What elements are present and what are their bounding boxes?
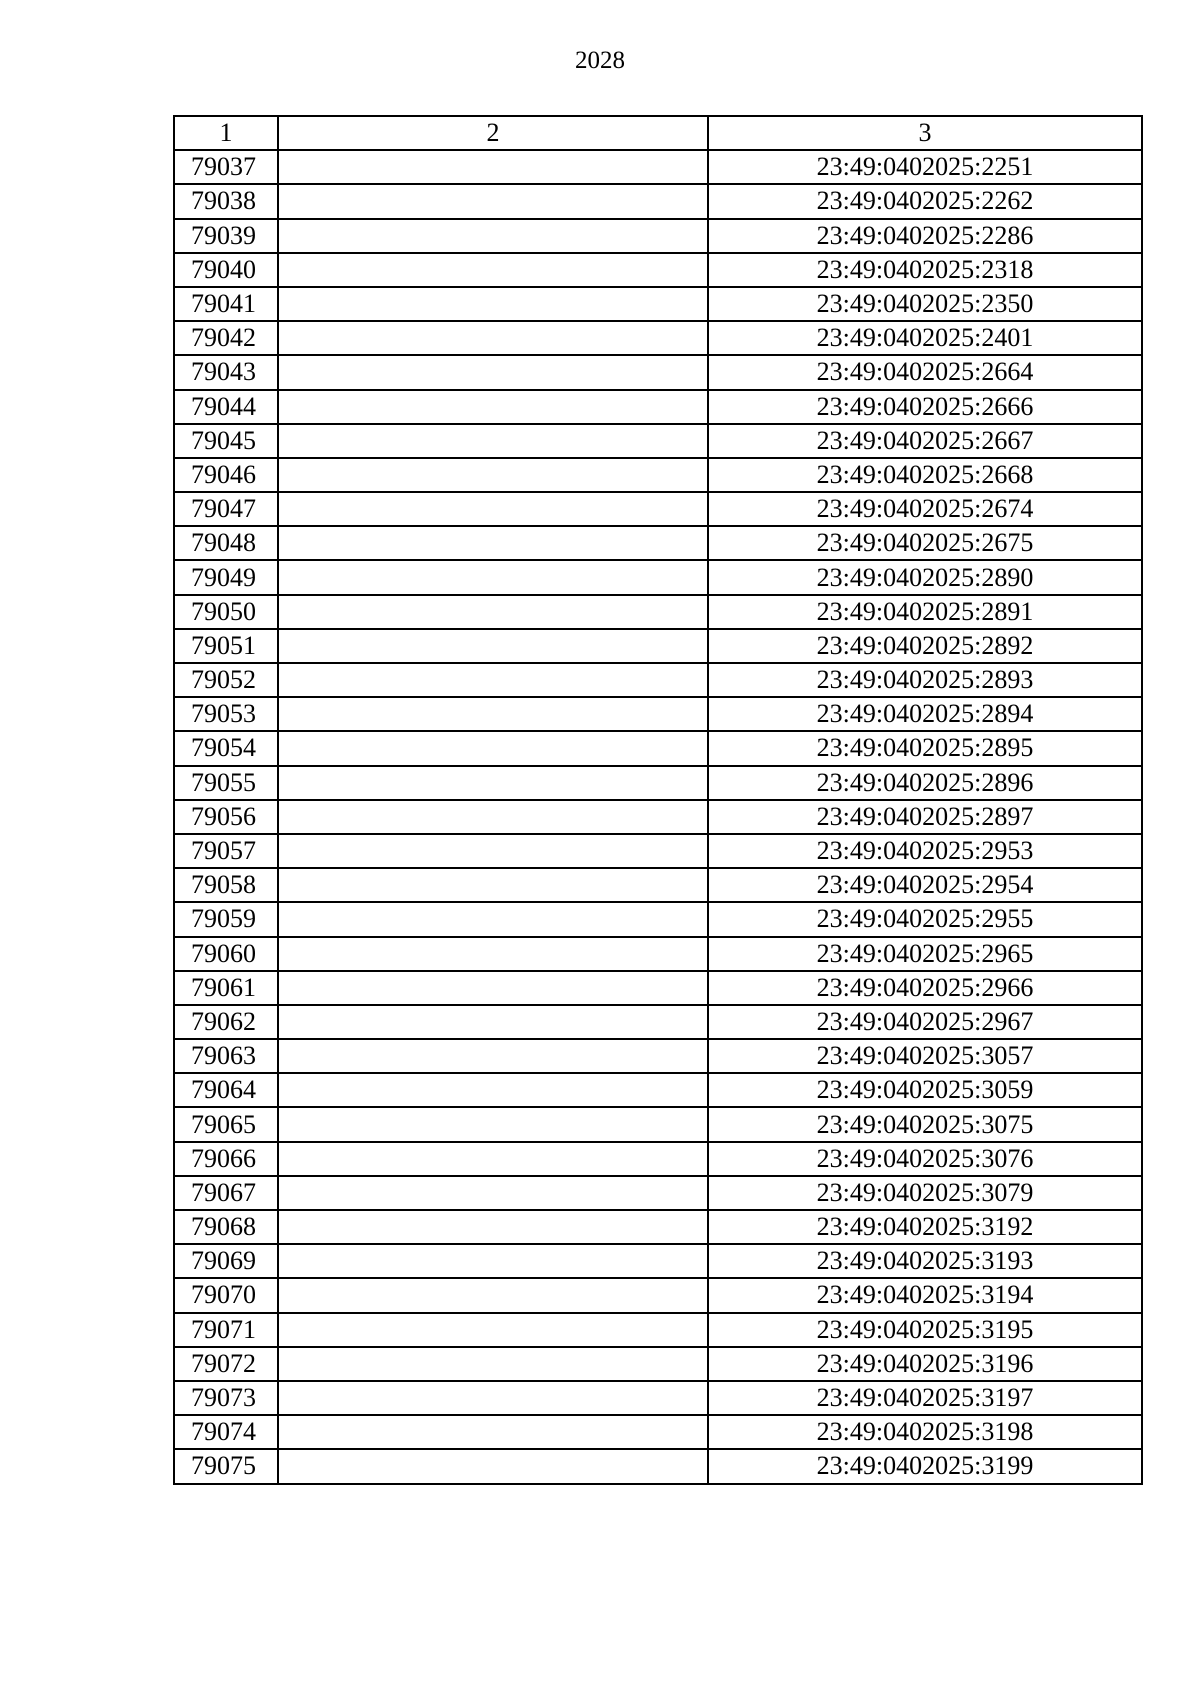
row-number-cell: 79070: [174, 1278, 278, 1312]
row-number-cell: 79049: [174, 560, 278, 594]
column-2-cell: [278, 1210, 708, 1244]
row-number-cell: 79042: [174, 321, 278, 355]
column-2-cell: [278, 629, 708, 663]
table-header-row: [174, 116, 1142, 150]
cadastral-number-cell: 23:49:0402025:3192: [708, 1210, 1142, 1244]
row-number-cell: 79043: [174, 355, 278, 389]
cadastral-number-cell: 23:49:0402025:3193: [708, 1244, 1142, 1278]
column-2-cell: [278, 1415, 708, 1449]
column-2-cell: [278, 1313, 708, 1347]
cadastral-number-cell: 23:49:0402025:2667: [708, 424, 1142, 458]
cadastral-number-cell: 23:49:0402025:3079: [708, 1176, 1142, 1210]
cadastral-number-cell: 23:49:0402025:2350: [708, 287, 1142, 321]
column-2-cell: [278, 1381, 708, 1415]
column-2-cell: [278, 150, 708, 184]
cadastral-number-cell: 23:49:0402025:2890: [708, 560, 1142, 594]
cadastral-number-cell: 23:49:0402025:3075: [708, 1107, 1142, 1141]
table-row: [174, 629, 1142, 663]
column-2-cell: [278, 492, 708, 526]
table-row: [174, 731, 1142, 765]
column-2-cell: [278, 902, 708, 936]
column-2-cell: [278, 1278, 708, 1312]
row-number-cell: 79058: [174, 868, 278, 902]
column-2-cell: [278, 424, 708, 458]
cadastral-number-cell: 23:49:0402025:2401: [708, 321, 1142, 355]
row-number-cell: 79052: [174, 663, 278, 697]
cadastral-number-cell: 23:49:0402025:2894: [708, 697, 1142, 731]
column-2-cell: [278, 595, 708, 629]
cadastral-number-cell: 23:49:0402025:3199: [708, 1449, 1142, 1483]
column-2-cell: [278, 390, 708, 424]
table-row: [174, 1210, 1142, 1244]
table-row: [174, 937, 1142, 971]
cadastral-number-cell: 23:49:0402025:2666: [708, 390, 1142, 424]
column-2-cell: [278, 800, 708, 834]
column-header-2: 2: [278, 116, 708, 150]
column-2-cell: [278, 355, 708, 389]
column-header-1: 1: [174, 116, 278, 150]
table-row: [174, 663, 1142, 697]
row-number-cell: 79054: [174, 731, 278, 765]
row-number-cell: 79057: [174, 834, 278, 868]
table-row: [174, 287, 1142, 321]
column-2-cell: [278, 971, 708, 1005]
column-2-cell: [278, 458, 708, 492]
row-number-cell: 79055: [174, 766, 278, 800]
row-number-cell: 79064: [174, 1073, 278, 1107]
table-row: [174, 1347, 1142, 1381]
table-row: [174, 834, 1142, 868]
table-row: [174, 1142, 1142, 1176]
cadastral-number-cell: 23:49:0402025:2675: [708, 526, 1142, 560]
row-number-cell: 79046: [174, 458, 278, 492]
column-2-cell: [278, 560, 708, 594]
table-row: [174, 1381, 1142, 1415]
table-row: [174, 355, 1142, 389]
cadastral-number-cell: 23:49:0402025:2318: [708, 253, 1142, 287]
cadastral-number-cell: 23:49:0402025:2896: [708, 766, 1142, 800]
table-row: [174, 1415, 1142, 1449]
row-number-cell: 79074: [174, 1415, 278, 1449]
column-2-cell: [278, 1347, 708, 1381]
table-row: [174, 184, 1142, 218]
table-row: [174, 321, 1142, 355]
column-2-cell: [278, 731, 708, 765]
row-number-cell: 79071: [174, 1313, 278, 1347]
row-number-cell: 79045: [174, 424, 278, 458]
row-number-cell: 79069: [174, 1244, 278, 1278]
column-2-cell: [278, 287, 708, 321]
cadastral-number-cell: 23:49:0402025:2668: [708, 458, 1142, 492]
row-number-cell: 79041: [174, 287, 278, 321]
cadastral-number-cell: 23:49:0402025:2966: [708, 971, 1142, 1005]
row-number-cell: 79038: [174, 184, 278, 218]
row-number-cell: 79063: [174, 1039, 278, 1073]
cadastral-number-cell: 23:49:0402025:3198: [708, 1415, 1142, 1449]
cadastral-number-cell: 23:49:0402025:2286: [708, 219, 1142, 253]
table-row: [174, 1449, 1142, 1483]
row-number-cell: 79072: [174, 1347, 278, 1381]
row-number-cell: 79037: [174, 150, 278, 184]
row-number-cell: 79051: [174, 629, 278, 663]
row-number-cell: 79044: [174, 390, 278, 424]
column-2-cell: [278, 184, 708, 218]
cadastral-number-cell: 23:49:0402025:2893: [708, 663, 1142, 697]
cadastral-number-cell: 23:49:0402025:2892: [708, 629, 1142, 663]
table-row: [174, 1107, 1142, 1141]
column-2-cell: [278, 321, 708, 355]
row-number-cell: 79059: [174, 902, 278, 936]
column-2-cell: [278, 1176, 708, 1210]
cadastral-number-cell: 23:49:0402025:2955: [708, 902, 1142, 936]
column-2-cell: [278, 253, 708, 287]
cadastral-number-cell: 23:49:0402025:2897: [708, 800, 1142, 834]
row-number-cell: 79073: [174, 1381, 278, 1415]
row-number-cell: 79056: [174, 800, 278, 834]
table-row: [174, 492, 1142, 526]
column-2-cell: [278, 1039, 708, 1073]
row-number-cell: 79040: [174, 253, 278, 287]
cadastral-number-cell: 23:49:0402025:2251: [708, 150, 1142, 184]
table-row: [174, 526, 1142, 560]
cadastral-number-cell: 23:49:0402025:2954: [708, 868, 1142, 902]
table-row: [174, 1278, 1142, 1312]
column-2-cell: [278, 834, 708, 868]
table-row: [174, 971, 1142, 1005]
row-number-cell: 79050: [174, 595, 278, 629]
cadastral-number-cell: 23:49:0402025:3057: [708, 1039, 1142, 1073]
cadastral-number-cell: 23:49:0402025:3059: [708, 1073, 1142, 1107]
table-row: [174, 868, 1142, 902]
table-row: [174, 766, 1142, 800]
cadastral-number-cell: 23:49:0402025:2262: [708, 184, 1142, 218]
column-2-cell: [278, 526, 708, 560]
column-2-cell: [278, 219, 708, 253]
column-2-cell: [278, 766, 708, 800]
row-number-cell: 79067: [174, 1176, 278, 1210]
column-2-cell: [278, 663, 708, 697]
cadastral-number-cell: 23:49:0402025:3194: [708, 1278, 1142, 1312]
table-row: [174, 1005, 1142, 1039]
cadastral-number-cell: 23:49:0402025:3197: [708, 1381, 1142, 1415]
table-row: [174, 902, 1142, 936]
cadastral-number-cell: 23:49:0402025:3195: [708, 1313, 1142, 1347]
row-number-cell: 79047: [174, 492, 278, 526]
column-2-cell: [278, 1142, 708, 1176]
row-number-cell: 79060: [174, 937, 278, 971]
row-number-cell: 79065: [174, 1107, 278, 1141]
cadastral-number-cell: 23:49:0402025:2664: [708, 355, 1142, 389]
table-row: [174, 1073, 1142, 1107]
table-row: [174, 595, 1142, 629]
column-2-cell: [278, 697, 708, 731]
row-number-cell: 79061: [174, 971, 278, 1005]
row-number-cell: 79066: [174, 1142, 278, 1176]
table-row: [174, 390, 1142, 424]
column-2-cell: [278, 1107, 708, 1141]
cadastral-number-cell: 23:49:0402025:2965: [708, 937, 1142, 971]
cadastral-number-cell: 23:49:0402025:2953: [708, 834, 1142, 868]
table-row: [174, 1039, 1142, 1073]
column-2-cell: [278, 1005, 708, 1039]
column-2-cell: [278, 1244, 708, 1278]
cadastral-number-cell: 23:49:0402025:2891: [708, 595, 1142, 629]
table-row: [174, 424, 1142, 458]
column-2-cell: [278, 1449, 708, 1483]
table-row: [174, 1313, 1142, 1347]
column-2-cell: [278, 1073, 708, 1107]
cadastral-number-cell: 23:49:0402025:3196: [708, 1347, 1142, 1381]
cadastral-number-cell: 23:49:0402025:2967: [708, 1005, 1142, 1039]
page-number: 2028: [575, 47, 625, 74]
row-number-cell: 79062: [174, 1005, 278, 1039]
row-number-cell: 79075: [174, 1449, 278, 1483]
table-row: [174, 697, 1142, 731]
table-row: [174, 150, 1142, 184]
table-body: [174, 150, 1142, 1483]
table-row: [174, 1244, 1142, 1278]
cadastral-number-cell: 23:49:0402025:3076: [708, 1142, 1142, 1176]
column-2-cell: [278, 937, 708, 971]
row-number-cell: 79053: [174, 697, 278, 731]
row-number-cell: 79048: [174, 526, 278, 560]
column-2-cell: [278, 868, 708, 902]
table-row: [174, 253, 1142, 287]
cadastral-number-cell: 23:49:0402025:2674: [708, 492, 1142, 526]
row-number-cell: 79039: [174, 219, 278, 253]
table-row: [174, 458, 1142, 492]
cadastral-number-cell: 23:49:0402025:2895: [708, 731, 1142, 765]
table-row: [174, 560, 1142, 594]
table-row: [174, 800, 1142, 834]
table-row: [174, 1176, 1142, 1210]
cadastral-table: [173, 115, 1143, 1485]
column-header-3: 3: [708, 116, 1142, 150]
row-number-cell: 79068: [174, 1210, 278, 1244]
table-row: [174, 219, 1142, 253]
